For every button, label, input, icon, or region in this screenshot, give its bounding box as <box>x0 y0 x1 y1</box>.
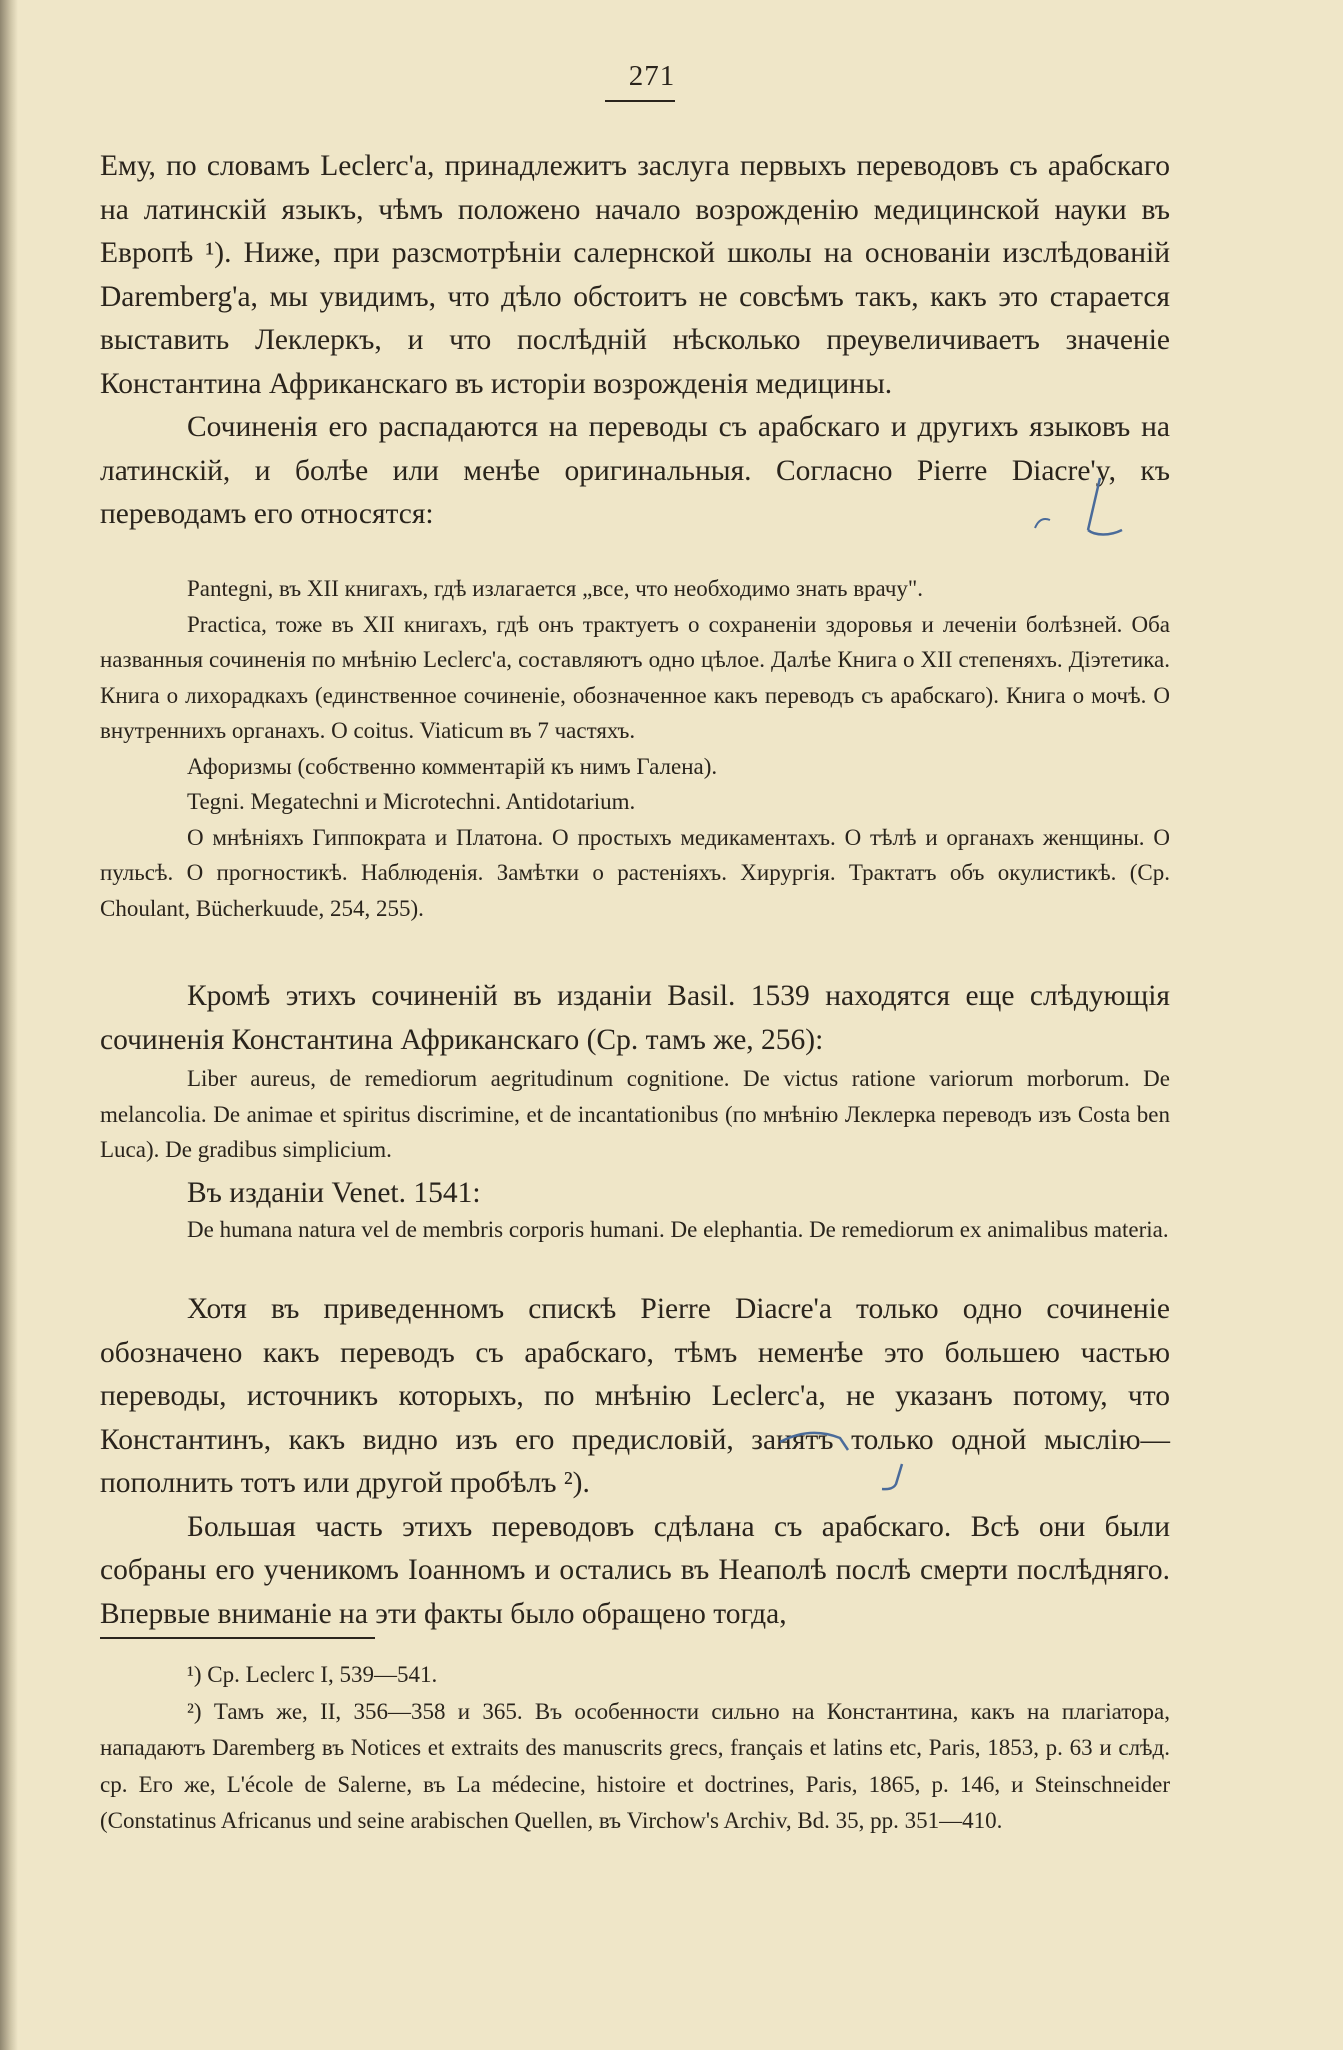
works-list <box>100 571 1170 926</box>
main-text-bottom <box>100 1288 1170 1636</box>
paragraph-1: Ему, по словамъ Leclerc'a, принадлежитъ заслуга первыхъ переводовъ съ арабскаго на латинскій языкъ, чѣмъ положено начало возрожденію медицинской науки въ Европѣ ¹). Ниже, при разсмотрѣніи салернской школы на основаніи изслѣдованій Daremberg'a, мы увидимъ, что дѣло обстоитъ не совсѣмъ такъ, какъ это старается выставить Леклеркъ, и что послѣдній нѣсколько преувеличиваетъ значеніе Константина Африканскаго въ исторіи возрожденія медицины. <box>100 150 1170 400</box>
work-others: О мнѣніяхъ Гиппократа и Платона. О простыхъ медикаментахъ. О тѣлѣ и органахъ женщины. О пульсѣ. О прогностикѣ. Наблюденія. Замѣтки о растеніяхъ. Хирургія. Трактатъ объ окулистикѣ. (Ср. Choulant, Bücherkuude, 254, 255). <box>100 824 1170 921</box>
venet-intro: Въ изданіи Venet. 1541: <box>187 1177 481 1209</box>
footnote-2: ²) Тамъ же, II, 356—358 и 365. Въ особенности сильно на Константина, какъ на плагіатора, нападаютъ Daremberg въ Notices et extraits des manuscrits grecs, français et latins etc, Paris, 1853, p. 63 и слѣд. ср. Его же, L'école de Salerne, въ La médecine, histoire et doctrines, Paris, 1865, p. 146, и Steinschneider (Constatinus Africanus und seine arabischen Quellen, въ Virchow's Archiv, Bd. 35, pp. 351—410. <box>100 1698 1170 1833</box>
paragraph-3: Хотя въ приведенномъ спискѣ Pierre Diacre'a только одно сочиненіе обозначено какъ переводъ съ арабскаго, тѣмъ неменѣе это большею частью переводы, источникъ которыхъ, по мнѣнію Leclerc'a, не указанъ потому, что Константинъ, какъ видно изъ его предисловій, занятъ только одной мыслію—пополнить тотъ или другой пробѣлъ ²). <box>100 1293 1170 1499</box>
footnote-separator <box>100 1637 375 1639</box>
paragraph-4: Большая часть этихъ переводовъ сдѣлана съ арабскаго. Всѣ они были собраны его ученикомъ Іоанномъ и остались въ Неаполѣ послѣ смерти послѣдняго. Впервые вниманіе на эти факты было обращено тогда, <box>100 1510 1170 1630</box>
footnotes <box>100 1657 1170 1840</box>
work-tegni: Tegni. Megatechni и Microtechni. Antidotarium. <box>187 789 636 814</box>
paragraph-2: Сочиненія его распадаются на переводы съ арабскаго и другихъ языковъ на латинскій, и болѣе или менѣе оригинальныя. Согласно Pierre Diacre'y, къ переводамъ его относятся: <box>100 411 1170 530</box>
basil-intro: Кромѣ этихъ сочиненій въ изданіи Basil. 1539 находятся еще слѣдующія сочиненія Константина Африканскаго (Ср. тамъ же, 256): <box>100 980 1170 1056</box>
page-number-underline <box>605 100 675 102</box>
book-spine-shadow <box>0 0 18 2050</box>
main-text-top <box>100 145 1170 537</box>
work-practica: Practica, тоже въ XII книгахъ, гдѣ онъ трактуетъ о сохраненіи здоровья и леченіи болѣзней. Оба названныя сочиненія по мнѣнію Leclerc'a, составляютъ одно цѣлое. Далѣе Книга о XII степеняхъ. Діэтетика. Книга о лихорадкахъ (единственное сочиненіе, обозначенное какъ переводъ съ арабскаго). Книга о мочѣ. О внутреннихъ органахъ. О coitus. Viaticum въ 7 частяхъ. <box>100 611 1170 743</box>
page-number: 271 <box>628 60 676 92</box>
work-pantegni: Pantegni, въ XII книгахъ, гдѣ излагается „все, что необходимо знать врачу". <box>187 576 924 601</box>
work-aphorisms: Афоризмы (собственно комментарій къ нимъ Галена). <box>187 753 718 779</box>
venet-list: De humana natura vel de membris corporis humani. De elephantia. De remediorum ex animalibus materia. <box>187 1217 1169 1242</box>
footnote-1: ¹) Ср. Leclerc I, 539—541. <box>187 1662 438 1687</box>
basil-list: Liber aureus, de remediorum aegritudinum cognitione. De victus ratione variorum morborum. De melancolia. De animae et spiritus discrimine, et de incantationibus (по мнѣнію Леклерка переводъ изъ Costa ben Luca). De gradibus simplicium. <box>100 1066 1170 1162</box>
